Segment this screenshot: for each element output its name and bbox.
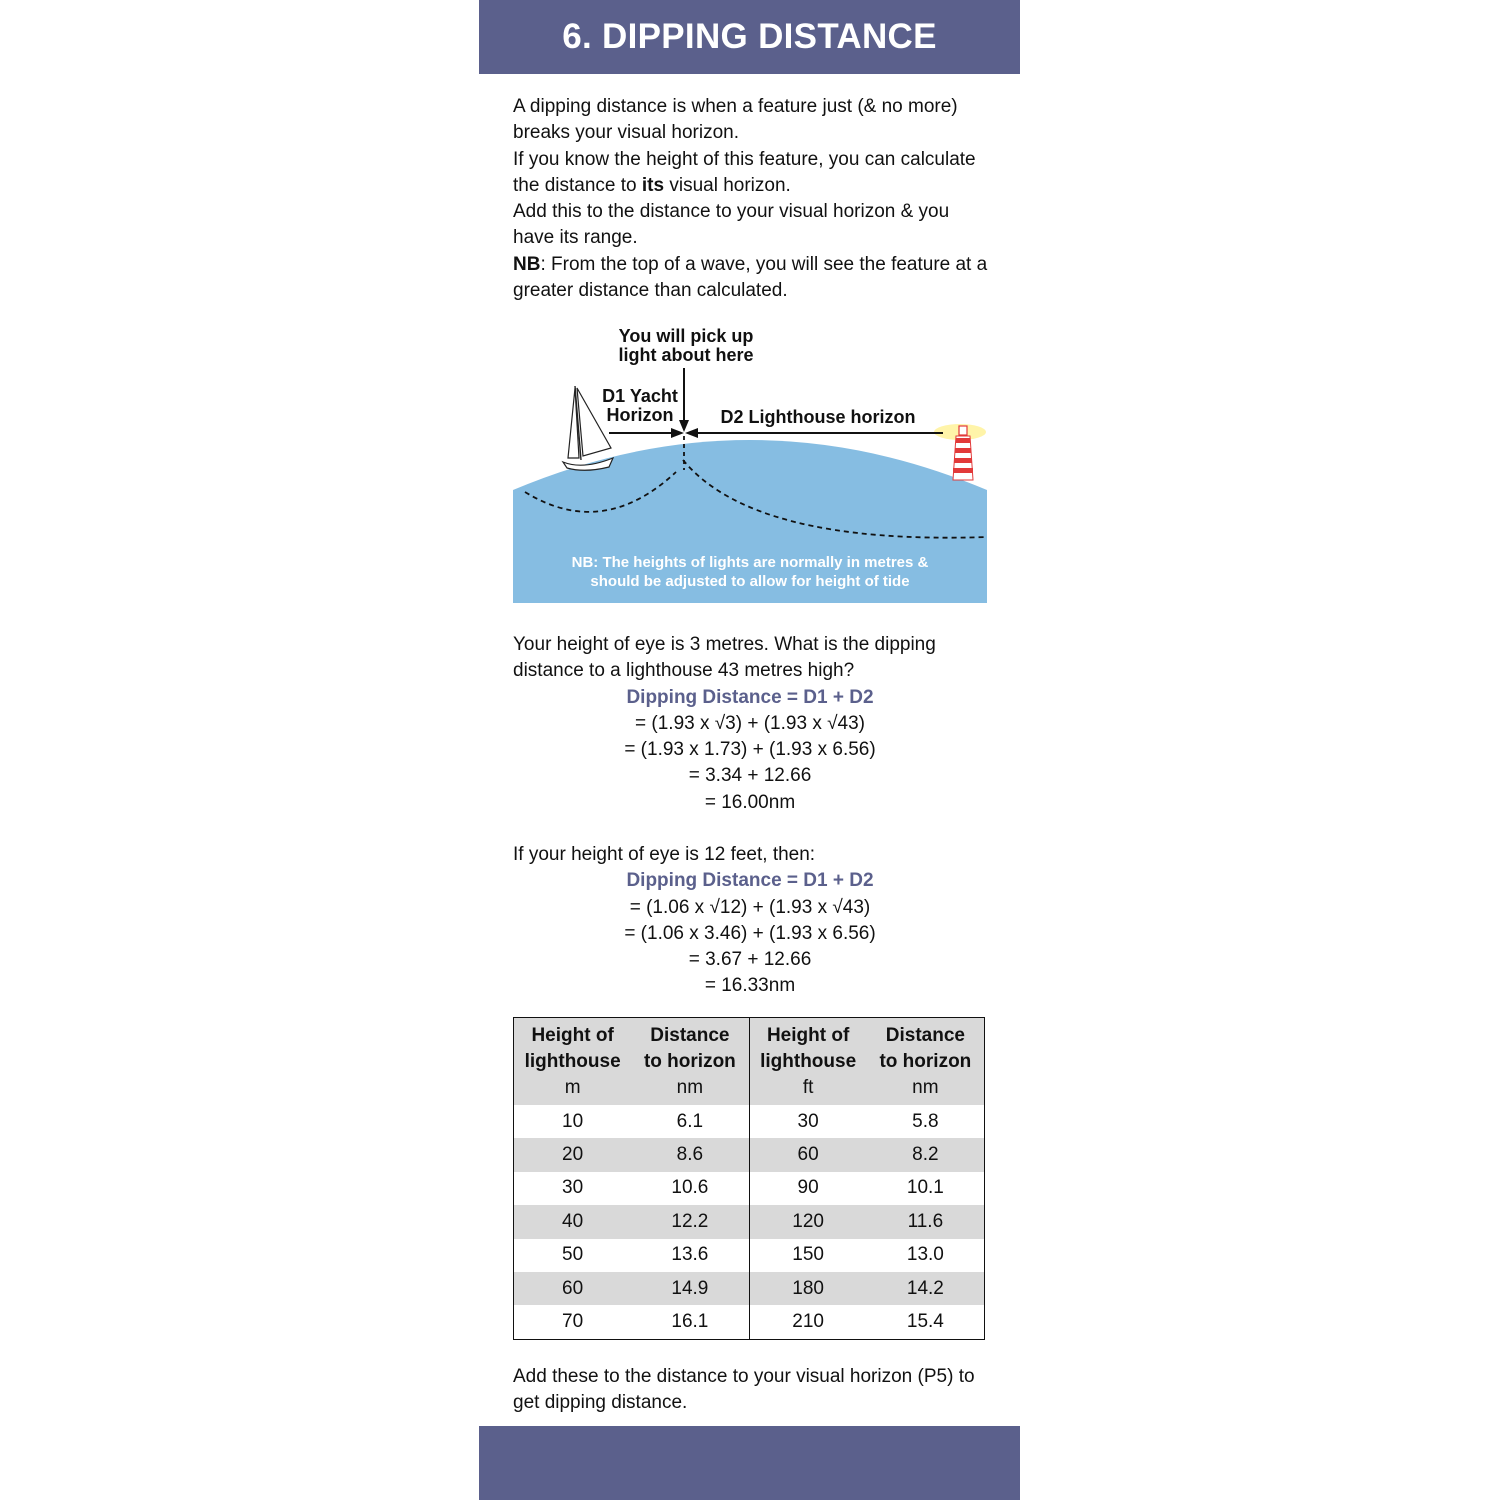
- table-cell: 8.6: [631, 1138, 749, 1171]
- emphasis-its: its: [641, 174, 665, 196]
- footer-bar: [479, 1426, 1020, 1500]
- example2-step: = (1.06 x √12) + (1.93 x √43): [629, 896, 871, 918]
- table-cell: 90: [797, 1177, 819, 1199]
- distance-to-horizon-table: [513, 1017, 985, 1340]
- example2-question: If your height of eye is 12 feet, then:: [513, 844, 816, 865]
- table-cell: 20: [514, 1138, 632, 1171]
- example1-formula-title: Dipping Distance = D1 + D2: [626, 686, 874, 708]
- d1-label-line2: Horizon: [606, 405, 674, 425]
- nb-label: NB: [513, 253, 541, 275]
- table-cell: 40: [514, 1205, 632, 1238]
- table-cell: 30: [797, 1110, 819, 1132]
- example1-question-line1: Your height of eye is 3 metres. What is the dipping: [513, 634, 936, 655]
- table-cell: 150: [792, 1244, 824, 1266]
- d1-label-line1: D1 Yacht: [602, 386, 678, 406]
- intro-paragraph-3: Add this to the distance to your visual horizon & you have its range.: [513, 201, 950, 249]
- example1-step: = (1.93 x 1.73) + (1.93 x 6.56): [624, 739, 876, 761]
- page-title: 6. DIPPING DISTANCE: [562, 17, 937, 56]
- table-cell: 14.2: [867, 1272, 985, 1305]
- example2-result: = 16.33nm: [704, 975, 796, 997]
- intro-paragraph-2: If you know the height of this feature, you can calculate the distance to its visual horizon.: [513, 148, 976, 196]
- header-height-m: Height of lighthouse m: [514, 1018, 632, 1106]
- table-cell: 210: [792, 1311, 824, 1333]
- table-row: [514, 1138, 985, 1171]
- intro-paragraph-1: A dipping distance is when a feature just (& no more) breaks your visual horizon.: [513, 96, 958, 144]
- example1-result: = 16.00nm: [704, 791, 796, 813]
- table-cell: 14.9: [631, 1272, 749, 1305]
- table-cell: 60: [749, 1138, 867, 1171]
- intro-text: [513, 94, 993, 304]
- d2-label: D2 Lighthouse horizon: [720, 407, 916, 427]
- example1-step: = 3.34 + 12.66: [688, 765, 812, 787]
- nb-note-line2: should be adjusted to allow for height of tide: [590, 573, 910, 590]
- pickup-label-line1: You will pick up: [618, 326, 754, 346]
- page-card: [479, 0, 1020, 1500]
- pickup-label-line2: light about here: [618, 345, 754, 365]
- table-row: [514, 1172, 985, 1205]
- example-metres: [513, 632, 987, 816]
- table-header-row: [514, 1018, 985, 1106]
- table-row: [514, 1239, 985, 1272]
- nb-note-line1: NB: The heights of lights are normally in metres &: [571, 554, 929, 571]
- header-bar: [479, 0, 1020, 74]
- table-cell: 10.6: [631, 1172, 749, 1205]
- table-cell: 10.1: [906, 1177, 944, 1199]
- header-distance-nm: Distance to horizon nm: [631, 1018, 749, 1106]
- table-row: [514, 1205, 985, 1238]
- header-height-ft: Height of lighthouse ft: [749, 1018, 867, 1106]
- table-cell: 70: [562, 1311, 584, 1333]
- example2-formula-title: Dipping Distance = D1 + D2: [626, 870, 874, 892]
- table-cell: 16.1: [631, 1305, 749, 1339]
- table-cell: 60: [514, 1272, 632, 1305]
- intro-paragraph-4: NB: From the top of a wave, you will see the feature at a greater distance than calculated.: [513, 253, 988, 302]
- table-cell: 13.6: [631, 1239, 749, 1272]
- table-cell: 8.2: [867, 1138, 985, 1171]
- header-distance-nm-ft: Distance to horizon nm: [867, 1018, 985, 1106]
- table-cell: 180: [749, 1272, 867, 1305]
- table-cell: 13.0: [906, 1244, 944, 1266]
- dipping-distance-diagram: [513, 320, 987, 605]
- table-row: [514, 1105, 985, 1138]
- table-row: [514, 1272, 985, 1305]
- table-cell: 12.2: [631, 1205, 749, 1238]
- closing-note: Add these to the distance to your visual horizon (P5) to get dipping distance.: [513, 1366, 975, 1414]
- example1-question-line2: distance to a lighthouse 43 metres high?: [513, 660, 855, 682]
- table-cell: 30: [562, 1177, 584, 1199]
- table-row: [514, 1305, 985, 1339]
- table-cell: 11.6: [867, 1205, 985, 1238]
- table-cell: 5.8: [912, 1110, 939, 1132]
- example2-step: = (1.06 x 3.46) + (1.93 x 6.56): [624, 922, 876, 944]
- table-cell: 15.4: [906, 1311, 944, 1333]
- example1-step: = (1.93 x √3) + (1.93 x √43): [635, 712, 865, 734]
- example2-step: = 3.67 + 12.66: [688, 949, 812, 971]
- table-cell: 6.1: [631, 1105, 749, 1138]
- table-cell: 50: [562, 1244, 584, 1266]
- example-feet: [513, 842, 987, 1000]
- table-cell: 120: [749, 1205, 867, 1238]
- table-cell: 10: [562, 1110, 584, 1132]
